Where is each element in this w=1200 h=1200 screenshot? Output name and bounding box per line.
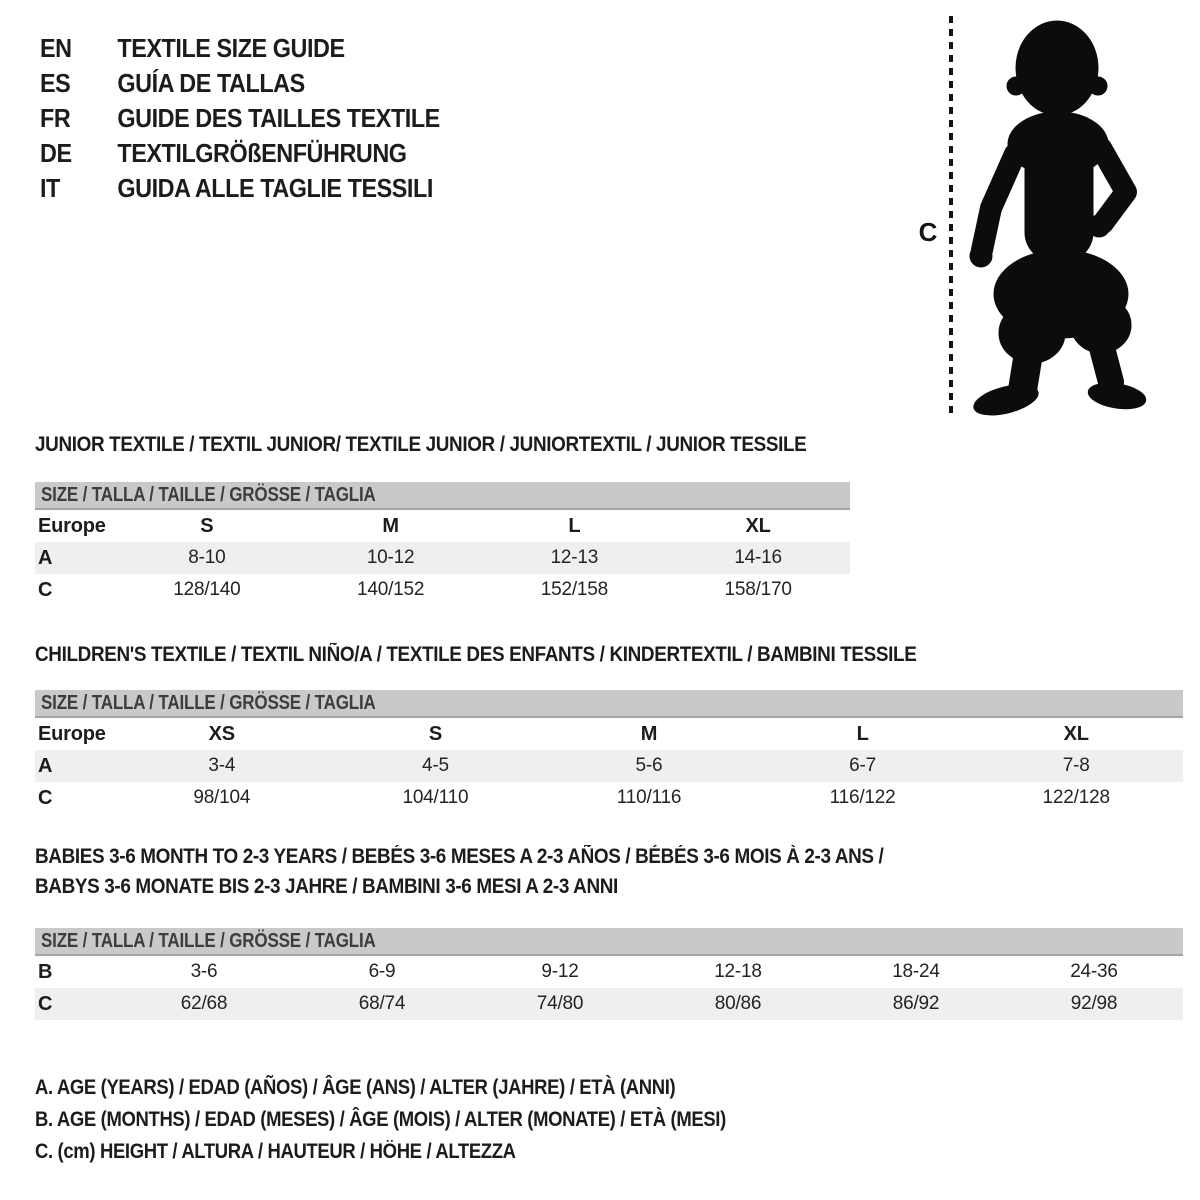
legend-line: A. AGE (YEARS) / EDAD (AÑOS) / ÂGE (ANS) / ALTER (JAHRE) / ETÀ (ANNI)	[35, 1076, 676, 1099]
size-value: 104/110	[402, 787, 469, 808]
language-title: GUIDA ALLE TAGLIE TESSILI	[117, 173, 433, 203]
size-header-bar	[35, 690, 1183, 718]
size-value: 3-6	[190, 961, 218, 982]
size-value: 10-12	[366, 547, 415, 568]
size-section-babies	[35, 842, 1183, 1020]
size-header-bar	[35, 928, 1183, 956]
size-value: 12-18	[714, 961, 762, 982]
height-figure	[895, 2, 1150, 437]
row-letter: A	[38, 754, 53, 777]
language-code: DE	[40, 138, 72, 168]
size-value: 80/86	[714, 993, 762, 1014]
size-table	[35, 928, 1183, 1020]
row-letter: B	[38, 960, 53, 983]
region-label: Europe	[38, 722, 106, 745]
size-column-header: S	[200, 514, 214, 537]
language-row	[40, 31, 440, 66]
language-row	[40, 101, 440, 136]
size-value: 12-13	[550, 547, 599, 568]
size-value: 158/170	[724, 579, 792, 600]
section-heading-line: CHILDREN'S TEXTILE / TEXTIL NIÑO/A / TEXTILE DES ENFANTS / KINDERTEXTIL / BAMBINI TESSILE	[35, 643, 917, 666]
row-letter: C	[38, 992, 53, 1015]
size-column-header: S	[428, 722, 442, 745]
language-code: ES	[40, 68, 71, 98]
size-value: 74/80	[536, 993, 584, 1014]
size-value: 86/92	[892, 993, 940, 1014]
content	[35, 430, 1183, 1168]
size-value: 6-9	[368, 961, 396, 982]
size-value: 116/122	[829, 787, 896, 808]
size-header-text: SIZE / TALLA / TAILLE / GRÖSSE / TAGLIA	[41, 692, 376, 714]
size-value: 5-6	[635, 755, 663, 776]
language-title: TEXTILE SIZE GUIDE	[117, 33, 345, 63]
size-value: 8-10	[188, 547, 226, 568]
size-table-row	[35, 782, 1183, 814]
size-value: 122/128	[1042, 787, 1110, 808]
language-code: EN	[40, 33, 72, 63]
language-code: FR	[40, 103, 71, 133]
size-columns-row	[35, 510, 850, 542]
region-label: Europe	[38, 514, 106, 537]
size-value: 92/98	[1070, 993, 1118, 1014]
size-value: 7-8	[1062, 755, 1090, 776]
section-heading-line: BABYS 3-6 MONATE BIS 2-3 JAHRE / BAMBINI 3-6 MESI A 2-3 ANNI	[35, 875, 618, 898]
size-table-row	[35, 988, 1183, 1020]
size-table	[35, 482, 850, 606]
toddler-silhouette-icon	[970, 21, 1148, 421]
size-section-junior	[35, 430, 1183, 606]
language-list	[40, 31, 484, 206]
size-value: 98/104	[193, 787, 251, 808]
size-column-header: M	[382, 514, 399, 537]
section-heading	[35, 842, 1068, 902]
size-value: 18-24	[892, 961, 940, 982]
size-column-header: XS	[208, 722, 235, 745]
size-value: 6-7	[849, 755, 877, 776]
height-label: C	[918, 217, 938, 247]
row-letter: C	[38, 786, 53, 809]
size-table-row	[35, 956, 1183, 988]
size-table	[35, 690, 1183, 814]
size-header-text: SIZE / TALLA / TAILLE / GRÖSSE / TAGLIA	[41, 930, 376, 952]
size-value: 68/74	[358, 993, 406, 1014]
section-heading-line: JUNIOR TEXTILE / TEXTIL JUNIOR/ TEXTILE JUNIOR / JUNIORTEXTIL / JUNIOR TESSILE	[35, 433, 807, 456]
size-columns-row	[35, 718, 1183, 750]
size-value: 4-5	[421, 755, 449, 776]
size-column-header: L	[568, 514, 581, 537]
size-value: 9-12	[541, 961, 579, 982]
size-section-children	[35, 640, 1183, 814]
size-column-header: L	[856, 722, 869, 745]
size-value: 152/158	[540, 579, 609, 600]
section-heading	[35, 430, 1068, 460]
size-header-bar	[35, 482, 850, 510]
size-value: 140/152	[356, 579, 425, 600]
language-row	[40, 66, 440, 101]
language-row	[40, 171, 440, 206]
size-value: 62/68	[180, 993, 228, 1014]
size-value: 14-16	[734, 547, 782, 568]
size-column-header: M	[640, 722, 658, 745]
row-letter: A	[38, 546, 53, 569]
legend-line: C. (cm) HEIGHT / ALTURA / HAUTEUR / HÖHE / ALTEZZA	[35, 1140, 516, 1163]
size-table-row	[35, 750, 1183, 782]
legend	[35, 1072, 1183, 1168]
size-column-header: XL	[745, 514, 771, 537]
row-letter: C	[38, 578, 53, 601]
size-value: 110/116	[616, 787, 682, 808]
language-row	[40, 136, 440, 171]
size-value: 3-4	[208, 755, 236, 776]
language-title: GUIDE DES TAILLES TEXTILE	[117, 103, 440, 133]
language-title: GUÍA DE TALLAS	[117, 68, 305, 98]
language-code: IT	[40, 173, 60, 203]
size-value: 128/140	[173, 579, 241, 600]
size-header-text: SIZE / TALLA / TAILLE / GRÖSSE / TAGLIA	[41, 484, 376, 506]
size-column-header: XL	[1063, 722, 1089, 745]
section-heading-line: BABIES 3-6 MONTH TO 2-3 YEARS / BEBÉS 3-6 MESES A 2-3 AÑOS / BÉBÉS 3-6 MOIS À 2-3 ANS /	[35, 845, 884, 868]
size-value: 24-36	[1070, 961, 1118, 982]
language-title: TEXTILGRÖßENFÜHRUNG	[117, 138, 407, 168]
legend-line: B. AGE (MONTHS) / EDAD (MESES) / ÂGE (MOIS) / ALTER (MONATE) / ETÀ (MESI)	[35, 1108, 726, 1131]
section-heading	[35, 640, 1068, 670]
size-table-row	[35, 542, 850, 574]
size-table-row	[35, 574, 850, 606]
